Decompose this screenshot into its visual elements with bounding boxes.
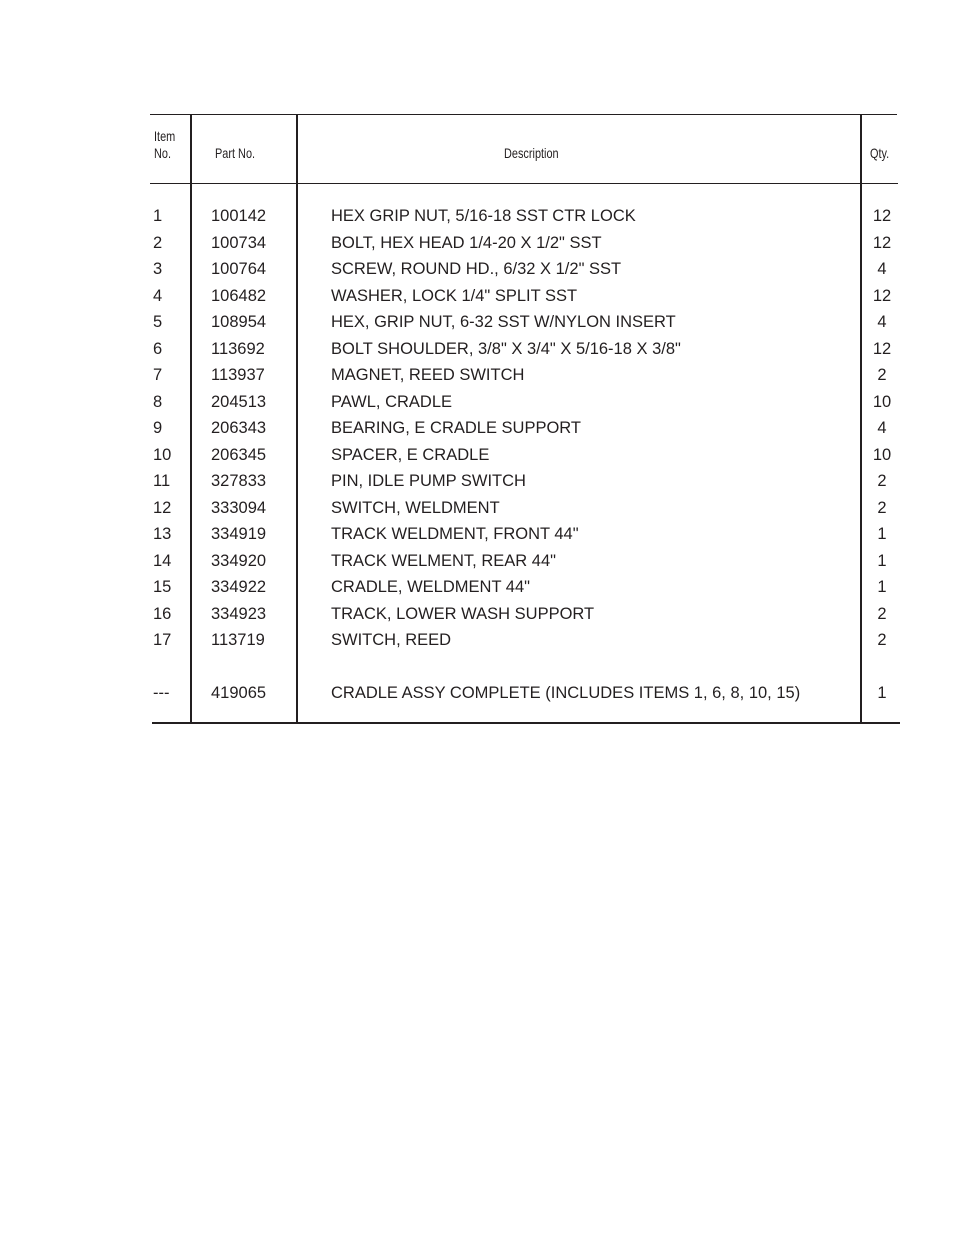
part-number: 113937 — [211, 366, 265, 384]
part-number: 113692 — [211, 339, 265, 358]
table-row — [150, 548, 900, 575]
item-number: 11 — [153, 472, 171, 490]
part-description: PIN, IDLE PUMP SWITCH — [331, 472, 526, 490]
table-row — [150, 230, 900, 257]
part-number: 206343 — [211, 419, 267, 437]
part-description: BEARING, E CRADLE SUPPORT — [331, 419, 582, 437]
header-item-line2: No. — [154, 145, 172, 161]
item-number: 8 — [153, 392, 163, 411]
item-number: 2 — [153, 233, 163, 252]
part-number: 327833 — [211, 472, 267, 490]
quantity: 2 — [877, 631, 887, 649]
item-number: 13 — [153, 525, 172, 543]
quantity: 12 — [872, 286, 892, 305]
header-item-line1: Item — [154, 128, 176, 144]
part-description: SPACER, E CRADLE — [331, 445, 490, 464]
quantity: 10 — [872, 392, 892, 411]
item-number: 10 — [153, 445, 172, 464]
part-number: 334923 — [211, 604, 267, 623]
part-number: 333094 — [211, 498, 267, 517]
table-row — [150, 415, 900, 442]
part-number: 106482 — [211, 286, 267, 305]
part-number: 419065 — [211, 684, 267, 702]
quantity: 4 — [877, 313, 887, 331]
table-row — [150, 283, 900, 310]
item-number: 12 — [153, 498, 172, 517]
parts-list-table — [150, 114, 900, 724]
header-item-no — [154, 128, 175, 162]
part-number: 204513 — [211, 392, 267, 411]
quantity: 1 — [877, 525, 887, 543]
table-row — [150, 256, 900, 283]
quantity: 12 — [872, 339, 892, 358]
quantity: 12 — [872, 233, 892, 252]
part-description: HEX GRIP NUT, 5/16-18 SST CTR LOCK — [331, 207, 636, 225]
item-number: 17 — [153, 631, 172, 649]
quantity: 4 — [877, 260, 887, 278]
part-number: 334922 — [211, 578, 267, 596]
part-description: SCREW, ROUND HD., 6/32 X 1/2" SST — [331, 260, 622, 278]
table-row — [150, 442, 900, 469]
item-number: 16 — [153, 604, 172, 623]
part-description: BOLT, HEX HEAD 1/4-20 X 1/2" SST — [331, 233, 602, 252]
part-description: TRACK WELDMENT, FRONT 44" — [331, 525, 579, 543]
table-row — [150, 336, 900, 363]
quantity: 1 — [877, 551, 887, 570]
header-qty: Qty. — [870, 145, 890, 161]
item-number: 1 — [153, 207, 163, 225]
item-number: 15 — [153, 578, 172, 596]
part-number: 334920 — [211, 551, 267, 570]
table-row — [150, 574, 900, 601]
table-row — [150, 309, 900, 336]
item-number: --- — [153, 684, 170, 702]
part-description: SWITCH, WELDMENT — [331, 498, 500, 517]
table-row — [150, 203, 900, 230]
part-number: 206345 — [211, 445, 267, 464]
item-number: 7 — [153, 366, 163, 384]
item-number: 9 — [153, 419, 163, 437]
quantity: 1 — [877, 578, 887, 596]
table-row — [150, 521, 900, 548]
item-number: 14 — [153, 551, 172, 570]
part-number: 334919 — [211, 525, 267, 543]
item-number: 4 — [153, 286, 163, 305]
quantity: 2 — [877, 604, 887, 623]
header-part-no: Part No. — [215, 145, 256, 161]
part-description: MAGNET, REED SWITCH — [331, 366, 525, 384]
table-row — [150, 627, 900, 654]
header-divider-rule — [150, 183, 898, 184]
part-description: PAWL, CRADLE — [331, 392, 453, 411]
quantity: 10 — [872, 445, 892, 464]
part-number: 100734 — [211, 233, 267, 252]
header-description: Description — [504, 145, 559, 161]
part-description: BOLT SHOULDER, 3/8" X 3/4" X 5/16-18 X 3/8" — [331, 339, 681, 358]
part-number: 100764 — [211, 260, 267, 278]
item-number: 3 — [153, 260, 163, 278]
part-description: WASHER, LOCK 1/4" SPLIT SST — [331, 286, 578, 305]
table-row — [150, 362, 900, 389]
table-row — [150, 468, 900, 495]
part-number: 108954 — [211, 313, 267, 331]
quantity: 2 — [877, 498, 887, 517]
part-description: TRACK WELMENT, REAR 44" — [331, 551, 556, 570]
quantity: 12 — [872, 207, 892, 225]
part-number: 100142 — [211, 207, 267, 225]
item-number: 6 — [153, 339, 163, 358]
table-row — [150, 495, 900, 522]
part-number: 113719 — [211, 631, 265, 649]
table-body — [150, 203, 900, 707]
table-row — [150, 601, 900, 628]
assembly-row — [150, 680, 900, 707]
table-top-rule — [150, 114, 897, 115]
item-number: 5 — [153, 313, 163, 331]
quantity: 4 — [877, 419, 887, 437]
table-bottom-rule — [152, 722, 900, 724]
part-description: CRADLE ASSY COMPLETE (INCLUDES ITEMS 1, 6, 8, 10, 15) — [331, 684, 801, 702]
quantity: 2 — [877, 366, 887, 384]
part-description: SWITCH, REED — [331, 631, 452, 649]
quantity: 2 — [877, 472, 887, 490]
part-description: HEX, GRIP NUT, 6-32 SST W/NYLON INSERT — [331, 313, 676, 331]
quantity: 1 — [877, 684, 887, 702]
part-description: TRACK, LOWER WASH SUPPORT — [331, 604, 595, 623]
table-row — [150, 389, 900, 416]
part-description: CRADLE, WELDMENT 44" — [331, 578, 531, 596]
